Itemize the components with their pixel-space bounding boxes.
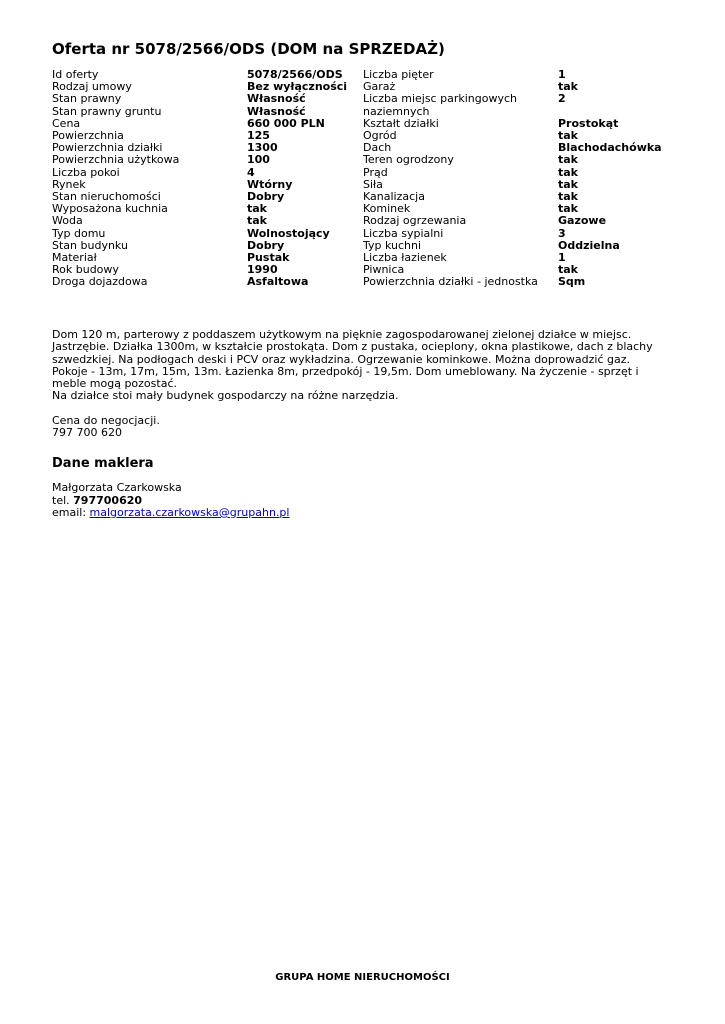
spec-value: Oddzielna: [558, 238, 620, 252]
specs-right-column: [363, 69, 673, 289]
spec-row: [363, 106, 673, 118]
spec-value: tak: [558, 165, 578, 179]
spec-value: 660 000 PLN: [247, 116, 325, 130]
offer-title: Oferta nr 5078/2566/ODS (DOM na SPRZEDAŻ): [52, 40, 445, 58]
spec-value: Dobry: [247, 190, 285, 204]
spec-label: Stan budynku: [52, 238, 128, 252]
agent-email-link[interactable]: malgorzata.czarkowska@grupahn.pl: [89, 505, 290, 519]
spec-label: Droga dojazdowa: [52, 275, 148, 289]
spec-label: Rodzaj umowy: [52, 80, 132, 94]
spec-label: Dach: [363, 141, 392, 155]
spec-label: Rok budowy: [52, 263, 119, 277]
agent-phone: 797700620: [73, 493, 143, 507]
spec-label: Prąd: [363, 165, 388, 179]
spec-value: 2: [558, 92, 566, 106]
agent-heading: Dane maklera: [52, 456, 154, 472]
spec-value: tak: [558, 80, 578, 94]
spec-value: tak: [247, 214, 267, 228]
spec-row: [52, 106, 362, 118]
spec-value: Gazowe: [558, 214, 607, 228]
spec-value: Pustak: [247, 251, 290, 265]
spec-label: Typ kuchni: [363, 238, 422, 252]
spec-value: 100: [247, 153, 270, 167]
spec-label: Woda: [52, 214, 83, 228]
spec-value: Dobry: [247, 238, 285, 252]
spec-label: Powierzchnia działki: [52, 141, 163, 155]
spec-value: tak: [558, 190, 578, 204]
spec-row: [363, 252, 673, 264]
spec-value: tak: [247, 202, 267, 216]
spec-row: [52, 93, 362, 105]
spec-label: Powierzchnia: [52, 129, 124, 143]
spec-value: tak: [558, 202, 578, 216]
spec-label: Ogród: [363, 129, 397, 143]
spec-value: 1300: [247, 141, 278, 155]
spec-label: Kominek: [363, 202, 411, 216]
spec-label: Rynek: [52, 177, 86, 191]
description-paragraph: Na działce stoi mały budynek gospodarczy na różne narzędzia.: [52, 389, 399, 403]
specs-table: [52, 69, 672, 291]
spec-value: Bez wyłączności: [247, 80, 348, 94]
spec-value: tak: [558, 263, 578, 277]
spec-value: Asfaltowa: [247, 275, 309, 289]
spec-value: tak: [558, 129, 578, 143]
spec-label: Garaż: [363, 80, 396, 94]
negotiation-text: Cena do negocjacji.: [52, 413, 160, 427]
contact-phone-text: 797 700 620: [52, 426, 122, 440]
spec-value: 5078/2566/ODS: [247, 68, 343, 81]
spec-row: [363, 276, 673, 288]
spec-label: Liczba miejsc parkingowych: [363, 92, 517, 106]
spec-row: [363, 167, 673, 179]
spec-row: [363, 93, 673, 105]
spec-row: [363, 228, 673, 240]
spec-label: Powierzchnia działki - jednostka: [363, 275, 538, 289]
spec-row: [52, 154, 362, 166]
spec-row: [363, 69, 673, 81]
spec-label: Powierzchnia użytkowa: [52, 153, 180, 167]
description-paragraph: Dom 120 m, parterowy z poddaszem użytkowym na pięknie zagospodarowanej zielonej działce w miejsc. Jastrzębie. Działka 1300m, w kształcie prostokąta. Dom z pustaka, ocieplony, okna plastikowe, dach z blachy szwedzkiej. Na podłogach deski i PCV oraz wykładzina. Ogrzewanie kominkowe. Można doprowadzić gaz. Pokoje - 13m, 17m, 15m, 13m. Łazienka 8m, przedpokój - 19,5m. Dom umeblowany. Na życzenie - sprzęt i meble mogą pozostać.: [52, 328, 653, 391]
spec-label: Liczba łazienek: [363, 251, 447, 265]
agent-phone-label: tel.: [52, 493, 70, 507]
spec-row: [52, 167, 362, 179]
spec-value: Blachodachówka: [558, 141, 662, 155]
agent-details: [52, 482, 672, 519]
spec-row: [363, 118, 673, 130]
agent-name: Małgorzata Czarkowska: [52, 481, 182, 495]
spec-value: Wolnostojący: [247, 226, 330, 240]
spec-row: [52, 240, 362, 252]
spec-label: Kanalizacja: [363, 190, 425, 204]
spec-value: 1: [558, 251, 566, 265]
footer-company-name: GRUPA HOME NIERUCHOMOŚCI: [275, 972, 450, 983]
spec-row: [52, 215, 362, 227]
spec-label: Materiał: [52, 251, 97, 265]
spec-label: Kształt działki: [363, 116, 439, 130]
spec-value: 4: [247, 165, 255, 179]
spec-row: [52, 276, 362, 288]
spec-label: Stan prawny gruntu: [52, 104, 162, 118]
offer-page: [52, 38, 672, 519]
spec-row: [363, 154, 673, 166]
spec-value: Prostokąt: [558, 116, 619, 130]
spec-value: 1: [558, 68, 566, 81]
spec-label: Stan nieruchomości: [52, 190, 161, 204]
spec-value: Wtórny: [247, 177, 293, 191]
spec-label: Liczba pokoi: [52, 165, 120, 179]
spec-label: Liczba sypialni: [363, 226, 444, 240]
spec-label: naziemnych: [363, 104, 430, 118]
spec-value: tak: [558, 153, 578, 167]
spec-value: 125: [247, 129, 270, 143]
spec-row: [52, 203, 362, 215]
price-note: [52, 415, 672, 440]
spec-value: 3: [558, 226, 566, 240]
spec-value: 1990: [247, 263, 278, 277]
spec-label: Siła: [363, 177, 383, 191]
spec-row: [52, 228, 362, 240]
spec-value: tak: [558, 177, 578, 191]
spec-label: Teren ogrodzony: [363, 153, 454, 167]
spec-label: Rodzaj ogrzewania: [363, 214, 467, 228]
spec-value: Sqm: [558, 275, 586, 289]
agent-email-line: [52, 507, 672, 519]
spec-value: Własność: [247, 92, 306, 106]
spec-label: Stan prawny: [52, 92, 122, 106]
spec-label: Cena: [52, 116, 81, 130]
description: [52, 329, 664, 403]
spec-row: [363, 215, 673, 227]
spec-label: Wyposażona kuchnia: [52, 202, 168, 216]
spec-label: Id oferty: [52, 68, 99, 81]
specs-left-column: [52, 69, 362, 289]
spec-value: Własność: [247, 104, 306, 118]
agent-email-label: email:: [52, 505, 87, 519]
spec-label: Typ domu: [52, 226, 106, 240]
spec-label: Piwnica: [363, 263, 405, 277]
spec-label: Liczba pięter: [363, 68, 434, 81]
